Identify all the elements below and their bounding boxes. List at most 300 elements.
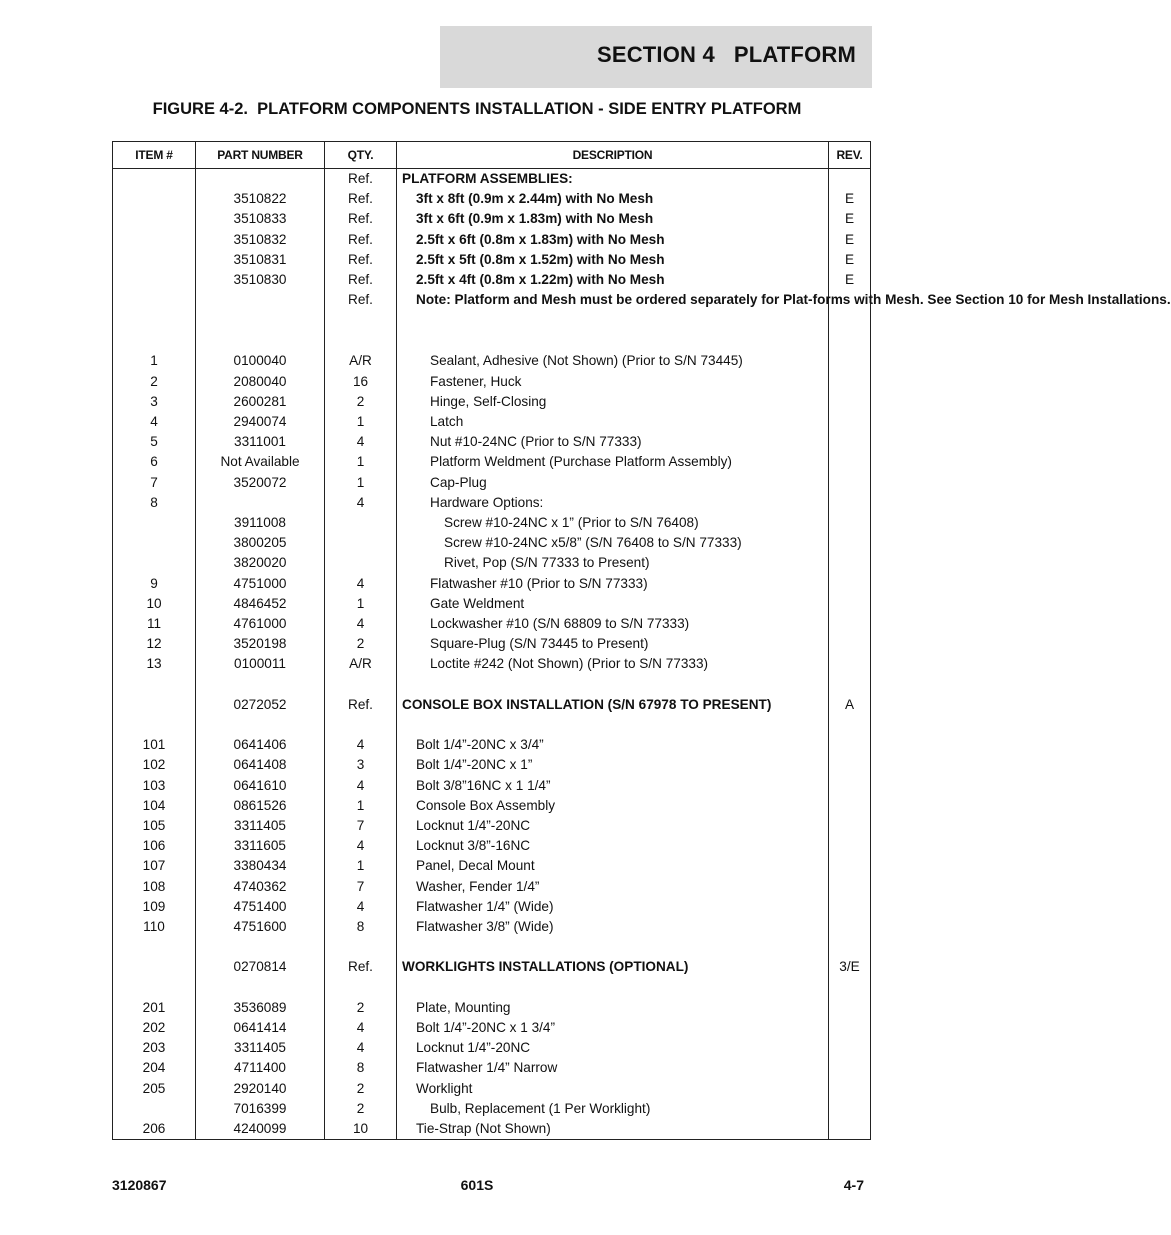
description-cell xyxy=(397,432,829,452)
table-row xyxy=(113,209,871,229)
description-text: Bolt 1/4”-20NC x 3/4” xyxy=(416,737,544,753)
description-cell xyxy=(397,209,829,229)
revision-cell xyxy=(829,351,871,371)
quantity-cell: 4 xyxy=(325,897,397,917)
part-number-cell xyxy=(196,978,325,998)
description-cell xyxy=(397,270,829,290)
table-row xyxy=(113,452,871,472)
description-cell xyxy=(397,331,829,351)
quantity-cell: 2 xyxy=(325,392,397,412)
item-number-cell: 7 xyxy=(113,473,196,493)
section-header-box xyxy=(440,26,872,88)
revision-cell xyxy=(829,594,871,614)
table-row xyxy=(113,230,871,250)
part-number-cell: 3510833 xyxy=(196,209,325,229)
item-number-cell: 203 xyxy=(113,1038,196,1058)
revision-cell: E xyxy=(829,230,871,250)
part-number-cell: 0641610 xyxy=(196,776,325,796)
part-number-cell xyxy=(196,331,325,351)
part-number-cell: 0270814 xyxy=(196,957,325,977)
item-number-cell xyxy=(113,695,196,715)
table-row xyxy=(113,998,871,1018)
part-number-cell: 3520198 xyxy=(196,634,325,654)
description-text: Hinge, Self-Closing xyxy=(430,393,547,409)
description-text: Hardware Options: xyxy=(430,494,544,510)
table-row xyxy=(113,1058,871,1078)
item-number-cell: 106 xyxy=(113,836,196,856)
item-number-cell: 10 xyxy=(113,594,196,614)
description-text: 2.5ft x 6ft (0.8m x 1.83m) with No Mesh xyxy=(416,231,665,247)
part-number-cell: 4751600 xyxy=(196,917,325,937)
revision-cell xyxy=(829,978,871,998)
description-cell xyxy=(397,1119,829,1140)
description-cell xyxy=(397,1018,829,1038)
item-number-cell xyxy=(113,715,196,735)
revision-cell xyxy=(829,1099,871,1119)
table-row xyxy=(113,392,871,412)
revision-cell: 3/E xyxy=(829,957,871,977)
description-cell xyxy=(397,392,829,412)
table-row xyxy=(113,654,871,674)
item-number-cell xyxy=(113,290,196,331)
table-row xyxy=(113,735,871,755)
description-text: Bolt 1/4”-20NC x 1 3/4” xyxy=(416,1020,556,1036)
description-cell xyxy=(397,735,829,755)
description-cell xyxy=(397,755,829,775)
quantity-cell: 4 xyxy=(325,574,397,594)
quantity-cell xyxy=(325,553,397,573)
description-cell xyxy=(397,1079,829,1099)
item-number-cell: 5 xyxy=(113,432,196,452)
item-number-cell: 13 xyxy=(113,654,196,674)
table-row xyxy=(113,715,871,735)
revision-cell xyxy=(829,392,871,412)
quantity-cell: Ref. xyxy=(325,270,397,290)
item-number-cell: 4 xyxy=(113,412,196,432)
description-cell xyxy=(397,189,829,209)
item-number-cell: 105 xyxy=(113,816,196,836)
description-cell xyxy=(397,513,829,533)
description-text: Gate Weldment xyxy=(430,595,525,611)
table-row xyxy=(113,897,871,917)
revision-cell: E xyxy=(829,189,871,209)
quantity-cell: Ref. xyxy=(325,209,397,229)
revision-cell xyxy=(829,1038,871,1058)
quantity-cell: Ref. xyxy=(325,957,397,977)
item-number-cell xyxy=(113,937,196,957)
table-row xyxy=(113,533,871,553)
description-text: WORKLIGHTS INSTALLATIONS (OPTIONAL) xyxy=(402,959,689,975)
revision-cell xyxy=(829,513,871,533)
part-number-cell: 4740362 xyxy=(196,877,325,897)
item-number-cell: 206 xyxy=(113,1119,196,1140)
quantity-cell: 8 xyxy=(325,1058,397,1078)
item-number-cell: 104 xyxy=(113,796,196,816)
description-cell xyxy=(397,574,829,594)
item-number-cell xyxy=(113,553,196,573)
item-number-cell: 2 xyxy=(113,372,196,392)
description-cell xyxy=(397,957,829,977)
part-number-cell: 2940074 xyxy=(196,412,325,432)
item-number-cell: 202 xyxy=(113,1018,196,1038)
table-row xyxy=(113,513,871,533)
table-row xyxy=(113,877,871,897)
item-number-cell: 9 xyxy=(113,574,196,594)
quantity-cell xyxy=(325,331,397,351)
part-number-cell xyxy=(196,675,325,695)
revision-cell xyxy=(829,654,871,674)
table-row xyxy=(113,856,871,876)
quantity-cell xyxy=(325,533,397,553)
section-title: SECTION 4 PLATFORM xyxy=(596,42,856,67)
footer-page-number: 4-7 xyxy=(843,1177,864,1193)
part-number-cell: 4751000 xyxy=(196,574,325,594)
part-number-cell: 0641406 xyxy=(196,735,325,755)
item-number-cell: 3 xyxy=(113,392,196,412)
table-row xyxy=(113,695,871,715)
item-number-cell xyxy=(113,331,196,351)
revision-cell xyxy=(829,897,871,917)
description-cell xyxy=(397,412,829,432)
description-text: 3ft x 8ft (0.9m x 2.44m) with No Mesh xyxy=(416,191,654,207)
quantity-cell: 4 xyxy=(325,614,397,634)
item-number-cell: 8 xyxy=(113,493,196,513)
description-text: Screw #10-24NC x 1” (Prior to S/N 76408) xyxy=(444,515,699,531)
description-cell xyxy=(397,978,829,998)
column-header-part-number: PART NUMBER xyxy=(196,142,325,169)
part-number-cell: 3800205 xyxy=(196,533,325,553)
revision-cell xyxy=(829,715,871,735)
description-text: Lockwasher #10 (S/N 68809 to S/N 77333) xyxy=(430,616,690,632)
part-number-cell: 4751400 xyxy=(196,897,325,917)
table-row xyxy=(113,796,871,816)
description-cell xyxy=(397,533,829,553)
revision-cell xyxy=(829,473,871,493)
quantity-cell: 7 xyxy=(325,816,397,836)
description-cell xyxy=(397,816,829,836)
table-row xyxy=(113,351,871,371)
description-text: Square-Plug (S/N 73445 to Present) xyxy=(430,636,649,652)
item-number-cell xyxy=(113,513,196,533)
description-text: Worklight xyxy=(416,1080,473,1096)
revision-cell xyxy=(829,634,871,654)
revision-cell xyxy=(829,776,871,796)
revision-cell xyxy=(829,735,871,755)
description-cell xyxy=(397,1038,829,1058)
part-number-cell: 0272052 xyxy=(196,695,325,715)
quantity-cell xyxy=(325,715,397,735)
description-cell xyxy=(397,634,829,654)
description-cell xyxy=(397,998,829,1018)
quantity-cell: 1 xyxy=(325,594,397,614)
description-cell xyxy=(397,1058,829,1078)
revision-cell: E xyxy=(829,270,871,290)
description-cell xyxy=(397,290,1171,331)
description-text: Latch xyxy=(430,414,464,430)
footer-model: 601S xyxy=(460,1177,494,1193)
item-number-cell xyxy=(113,675,196,695)
description-text: Sealant, Adhesive (Not Shown) (Prior to S/N 73445) xyxy=(430,353,743,369)
table-row xyxy=(113,755,871,775)
revision-cell xyxy=(829,836,871,856)
part-number-cell xyxy=(196,715,325,735)
part-number-cell xyxy=(196,493,325,513)
table-row xyxy=(113,978,871,998)
revision-cell xyxy=(829,331,871,351)
quantity-cell: 4 xyxy=(325,735,397,755)
table-row xyxy=(113,270,871,290)
description-text: Locknut 1/4”-20NC xyxy=(416,818,531,834)
table-row xyxy=(113,372,871,392)
description-cell xyxy=(397,452,829,472)
description-text: Loctite #242 (Not Shown) (Prior to S/N 77333) xyxy=(430,656,709,672)
quantity-cell: Ref. xyxy=(325,230,397,250)
table-row xyxy=(113,836,871,856)
item-number-cell xyxy=(113,533,196,553)
quantity-cell: A/R xyxy=(325,351,397,371)
item-number-cell xyxy=(113,978,196,998)
quantity-cell: Ref. xyxy=(325,169,397,190)
table-row xyxy=(113,917,871,937)
revision-cell xyxy=(829,1018,871,1038)
quantity-cell: 2 xyxy=(325,634,397,654)
revision-cell xyxy=(829,755,871,775)
column-header-description: DESCRIPTION xyxy=(397,142,829,169)
revision-cell xyxy=(829,553,871,573)
part-number-cell: 4846452 xyxy=(196,594,325,614)
quantity-cell: 1 xyxy=(325,856,397,876)
revision-cell xyxy=(829,937,871,957)
part-number-cell: 2920140 xyxy=(196,1079,325,1099)
description-text: Console Box Assembly xyxy=(416,797,556,813)
table-row xyxy=(113,473,871,493)
quantity-cell: 7 xyxy=(325,877,397,897)
quantity-cell: Ref. xyxy=(325,290,397,331)
quantity-cell: 10 xyxy=(325,1119,397,1140)
part-number-cell: 3820020 xyxy=(196,553,325,573)
revision-cell xyxy=(829,856,871,876)
revision-cell xyxy=(829,1119,871,1140)
quantity-cell: 4 xyxy=(325,432,397,452)
description-text: Bulb, Replacement (1 Per Worklight) xyxy=(430,1100,651,1116)
part-number-cell: 0861526 xyxy=(196,796,325,816)
part-number-cell: 7016399 xyxy=(196,1099,325,1119)
quantity-cell xyxy=(325,978,397,998)
description-text: Bolt 3/8”16NC x 1 1/4” xyxy=(416,777,551,793)
quantity-cell: Ref. xyxy=(325,250,397,270)
quantity-cell: Ref. xyxy=(325,695,397,715)
item-number-cell xyxy=(113,169,196,190)
table-row xyxy=(113,553,871,573)
item-number-cell: 205 xyxy=(113,1079,196,1099)
revision-cell xyxy=(829,412,871,432)
revision-cell xyxy=(829,452,871,472)
part-number-cell: 3510830 xyxy=(196,270,325,290)
description-cell xyxy=(397,897,829,917)
description-cell xyxy=(397,654,829,674)
part-number-cell xyxy=(196,937,325,957)
description-text: PLATFORM ASSEMBLIES: xyxy=(402,171,573,186)
revision-cell xyxy=(829,675,871,695)
description-text: 2.5ft x 5ft (0.8m x 1.52m) with No Mesh xyxy=(416,251,665,267)
revision-cell xyxy=(829,432,871,452)
table-row xyxy=(113,776,871,796)
item-number-cell: 204 xyxy=(113,1058,196,1078)
quantity-cell: 1 xyxy=(325,412,397,432)
part-number-cell xyxy=(196,290,325,331)
item-number-cell: 108 xyxy=(113,877,196,897)
item-number-cell: 1 xyxy=(113,351,196,371)
description-cell xyxy=(397,553,829,573)
description-text: 3ft x 6ft (0.9m x 1.83m) with No Mesh xyxy=(416,211,654,227)
part-number-cell: 3510832 xyxy=(196,230,325,250)
description-text: Panel, Decal Mount xyxy=(416,858,535,874)
revision-cell xyxy=(829,614,871,634)
description-cell xyxy=(397,250,829,270)
table-row xyxy=(113,594,871,614)
revision-cell xyxy=(829,533,871,553)
item-number-cell: 12 xyxy=(113,634,196,654)
part-number-cell: Not Available xyxy=(196,452,325,472)
part-number-cell: 3311605 xyxy=(196,836,325,856)
revision-cell xyxy=(829,998,871,1018)
quantity-cell: 3 xyxy=(325,755,397,775)
quantity-cell: 4 xyxy=(325,1018,397,1038)
description-cell xyxy=(397,372,829,392)
description-cell xyxy=(397,351,829,371)
item-number-cell xyxy=(113,189,196,209)
item-number-cell: 110 xyxy=(113,917,196,937)
description-text: Washer, Fender 1/4” xyxy=(416,878,540,894)
part-number-cell: 3520072 xyxy=(196,473,325,493)
table-row xyxy=(113,816,871,836)
description-text: Fastener, Huck xyxy=(430,373,522,389)
item-number-cell: 6 xyxy=(113,452,196,472)
description-cell xyxy=(397,937,829,957)
item-number-cell: 101 xyxy=(113,735,196,755)
table-row xyxy=(113,937,871,957)
revision-cell xyxy=(829,493,871,513)
quantity-cell: 4 xyxy=(325,836,397,856)
table-row xyxy=(113,614,871,634)
part-number-cell: 0100011 xyxy=(196,654,325,674)
description-cell xyxy=(397,675,829,695)
table-row xyxy=(113,634,871,654)
quantity-cell: 1 xyxy=(325,796,397,816)
part-number-cell: 3311405 xyxy=(196,816,325,836)
description-text: CONSOLE BOX INSTALLATION (S/N 67978 TO PRESENT) xyxy=(402,696,772,712)
part-number-cell: 2080040 xyxy=(196,372,325,392)
description-text: Flatwasher 1/4” (Wide) xyxy=(416,898,554,914)
part-number-cell: 4240099 xyxy=(196,1119,325,1140)
part-number-cell: 3536089 xyxy=(196,998,325,1018)
part-number-cell: 4711400 xyxy=(196,1058,325,1078)
description-cell xyxy=(397,715,829,735)
description-text: Plate, Mounting xyxy=(416,999,511,1015)
part-number-cell: 3311405 xyxy=(196,1038,325,1058)
item-number-cell: 102 xyxy=(113,755,196,775)
table-row xyxy=(113,1079,871,1099)
table-row xyxy=(113,1099,871,1119)
revision-cell xyxy=(829,877,871,897)
description-cell xyxy=(397,1099,829,1119)
part-number-cell: 4761000 xyxy=(196,614,325,634)
parts-table xyxy=(112,141,1171,1140)
footer-document-number: 3120867 xyxy=(112,1177,167,1193)
table-row xyxy=(113,675,871,695)
quantity-cell xyxy=(325,513,397,533)
table-row xyxy=(113,189,871,209)
revision-cell xyxy=(829,917,871,937)
item-number-cell: 107 xyxy=(113,856,196,876)
quantity-cell: A/R xyxy=(325,654,397,674)
part-number-cell: 0100040 xyxy=(196,351,325,371)
description-cell xyxy=(397,796,829,816)
quantity-cell: 2 xyxy=(325,998,397,1018)
item-number-cell xyxy=(113,209,196,229)
description-text: Platform Weldment (Purchase Platform Assembly) xyxy=(430,454,732,470)
figure-title: FIGURE 4-2. PLATFORM COMPONENTS INSTALLATION - SIDE ENTRY PLATFORM xyxy=(152,100,802,118)
revision-cell xyxy=(829,816,871,836)
revision-cell xyxy=(829,574,871,594)
table-header-row xyxy=(113,142,871,169)
description-text: Locknut 1/4”-20NC xyxy=(416,1040,531,1056)
item-number-cell xyxy=(113,1099,196,1119)
revision-cell xyxy=(829,1058,871,1078)
revision-cell: E xyxy=(829,250,871,270)
quantity-cell: 4 xyxy=(325,776,397,796)
table-row xyxy=(113,957,871,977)
description-cell xyxy=(397,594,829,614)
table-row xyxy=(113,1119,871,1140)
description-cell xyxy=(397,695,829,715)
description-cell xyxy=(397,877,829,897)
description-cell xyxy=(397,230,829,250)
quantity-cell: 1 xyxy=(325,452,397,472)
parts-table-body xyxy=(113,169,1171,1140)
item-number-cell: 201 xyxy=(113,998,196,1018)
description-text: 2.5ft x 4ft (0.8m x 1.22m) with No Mesh xyxy=(416,272,665,288)
table-row xyxy=(113,1038,871,1058)
description-cell xyxy=(397,473,829,493)
description-text: Flatwasher 1/4” Narrow xyxy=(416,1060,558,1076)
table-row xyxy=(113,412,871,432)
quantity-cell: 1 xyxy=(325,473,397,493)
quantity-cell: 16 xyxy=(325,372,397,392)
description-text: Rivet, Pop (S/N 77333 to Present) xyxy=(444,555,650,571)
part-number-cell: 3510831 xyxy=(196,250,325,270)
table-row xyxy=(113,432,871,452)
revision-cell xyxy=(829,1079,871,1099)
revision-cell: E xyxy=(829,209,871,229)
quantity-cell xyxy=(325,675,397,695)
description-cell xyxy=(397,776,829,796)
revision-cell xyxy=(829,796,871,816)
description-text: Tie-Strap (Not Shown) xyxy=(416,1121,551,1137)
revision-cell: A xyxy=(829,695,871,715)
part-number-cell: 3911008 xyxy=(196,513,325,533)
revision-cell xyxy=(829,169,871,190)
item-number-cell xyxy=(113,230,196,250)
table-row xyxy=(113,331,871,351)
item-number-cell: 103 xyxy=(113,776,196,796)
part-number-cell: 2600281 xyxy=(196,392,325,412)
quantity-cell: 4 xyxy=(325,1038,397,1058)
description-text: Locknut 3/8”-16NC xyxy=(416,838,531,854)
quantity-cell: 2 xyxy=(325,1099,397,1119)
quantity-cell: Ref. xyxy=(325,189,397,209)
column-header-qty: QTY. xyxy=(325,142,397,169)
